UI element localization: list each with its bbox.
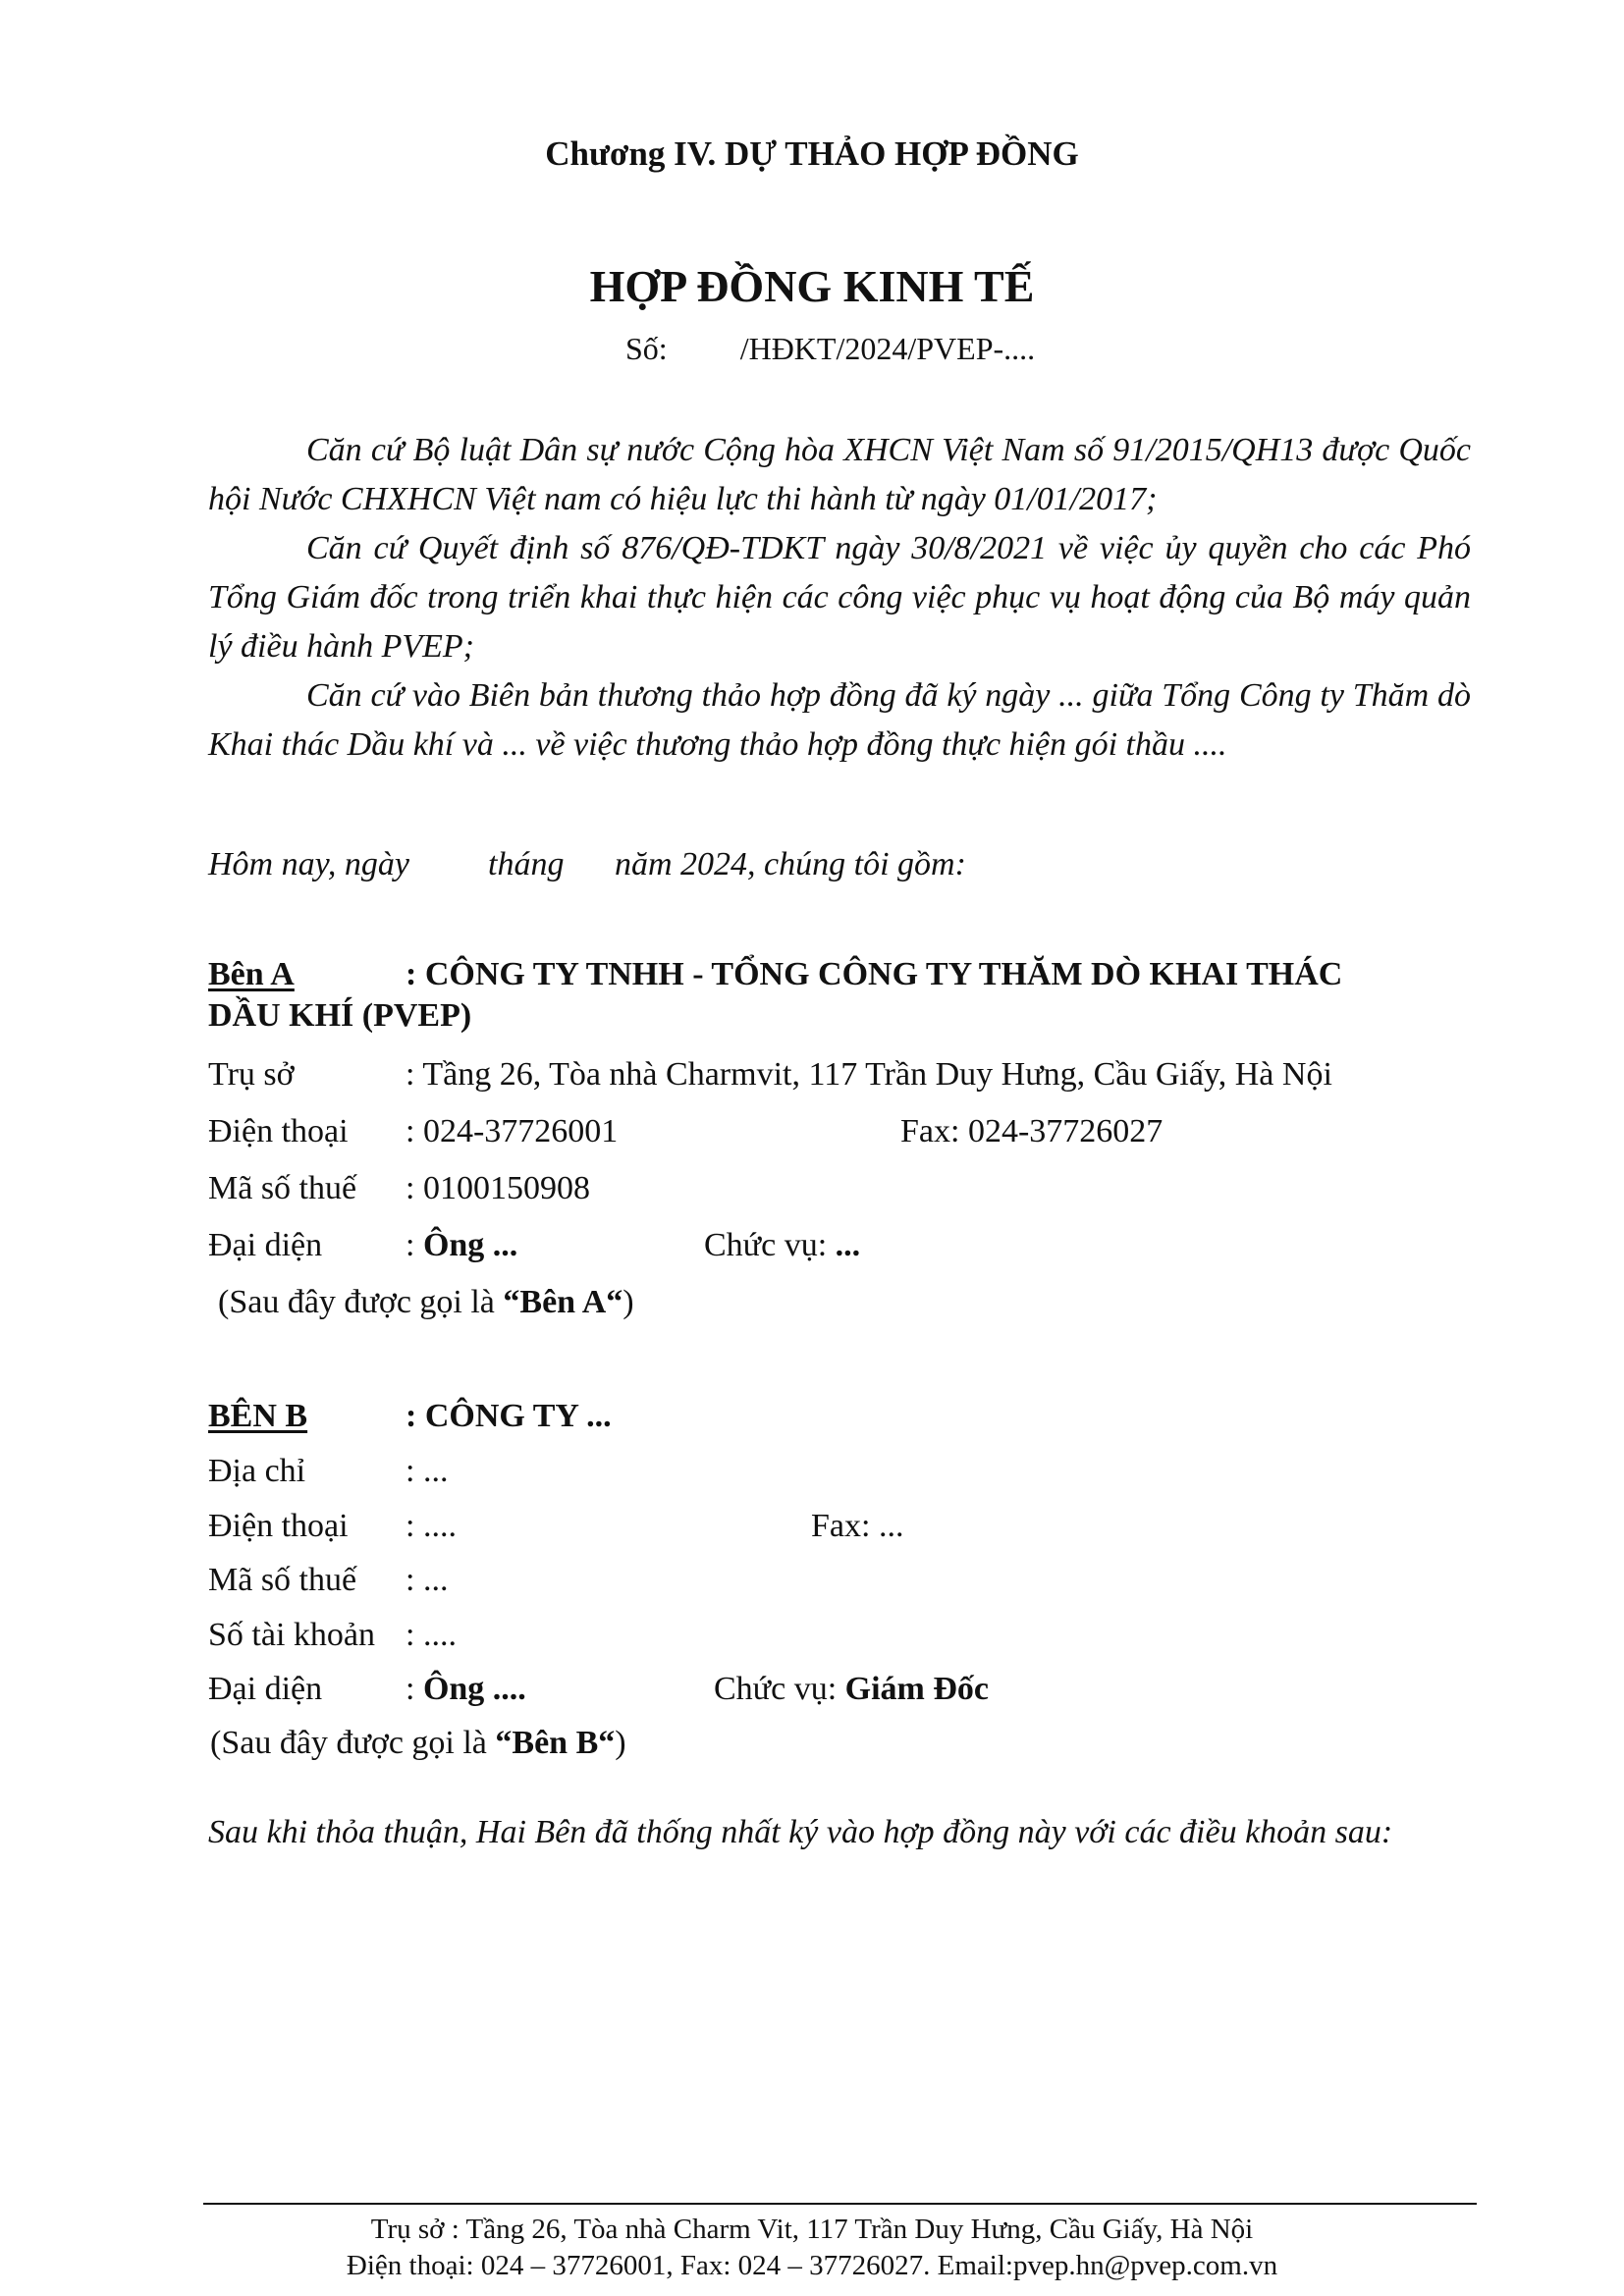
party-b-address-value: : ...: [406, 1453, 449, 1489]
today-line-part2: tháng: [488, 846, 565, 882]
party-a-position: [704, 1227, 860, 1264]
party-a-referred-prefix: (Sau đây được gọi là: [218, 1284, 495, 1320]
party-b-heading: BÊN B: [208, 1398, 308, 1434]
contract-number-label: Số:: [625, 331, 668, 366]
legal-basis: [208, 426, 1471, 770]
party-b-phone-value: : ....: [406, 1508, 457, 1544]
party-a-rep-label: Đại diện: [208, 1227, 323, 1263]
party-b-tax-value: : ...: [406, 1562, 449, 1598]
party-b-rep: [406, 1671, 526, 1708]
contract-number-value: /HĐKT/2024/PVEP-....: [739, 331, 1036, 366]
party-a-rep-value: Ông ...: [422, 1227, 518, 1263]
party-a-position-value: ...: [835, 1227, 861, 1263]
party-b-position-value: Giám Đốc: [844, 1671, 990, 1707]
party-a-tax-value: : 0100150908: [406, 1170, 590, 1206]
party-b-name-line1: : CÔNG TY ...: [406, 1398, 612, 1434]
today-line-part1: Hôm nay, ngày: [208, 846, 409, 882]
party-a-position-label: Chức vụ:: [704, 1227, 828, 1263]
party-b-position-label: Chức vụ:: [714, 1671, 838, 1707]
footer-divider: [203, 2203, 1477, 2205]
legal-basis-item: Căn cứ vào Biên bản thương thảo hợp đồng đã ký ngày ... giữa Tổng Công ty Thăm dò Khai thác Dầu khí và ... về việc thương thảo hợp đồng thực hiện gói thầu ....: [208, 677, 1471, 763]
party-a-tax-label: Mã số thuế: [208, 1170, 357, 1206]
footer-address: Trụ sở : Tầng 26, Tòa nhà Charm Vit, 117 Trần Duy Hưng, Cầu Giấy, Hà Nội: [370, 2214, 1254, 2245]
party-a-name-line1: : CÔNG TY TNHH - TỔNG CÔNG TY THĂM DÒ KHAI THÁC: [406, 956, 1343, 992]
party-b-position: [714, 1671, 989, 1708]
party-a-referred-suffix: ): [623, 1284, 634, 1320]
party-b-referred: [210, 1725, 626, 1762]
chapter-title: Chương IV. DỰ THẢO HỢP ĐỒNG: [545, 134, 1079, 173]
footer-contact: Điện thoại: 024 – 37726001, Fax: 024 – 37726027. Email:pvep.hn@pvep.com.vn: [346, 2250, 1278, 2281]
party-b-referred-suffix: ): [615, 1725, 626, 1761]
closing-text: Sau khi thỏa thuận, Hai Bên đã thống nhất ký vào hợp đồng này với các điều khoản sau:: [208, 1814, 1393, 1850]
party-a-phone-value: : 024-37726001: [406, 1113, 619, 1149]
party-b-phone-label: Điện thoại: [208, 1508, 349, 1544]
party-a-rep: [406, 1227, 517, 1264]
party-b-rep-value: Ông ....: [422, 1671, 526, 1707]
today-line-part3: năm 2024, chúng tôi gồm:: [615, 846, 966, 882]
party-b-address-label: Địa chỉ: [208, 1453, 306, 1489]
party-b-account-label: Số tài khoản: [208, 1617, 375, 1653]
party-b-rep-colon: :: [406, 1671, 415, 1707]
party-a-rep-colon: :: [406, 1227, 415, 1263]
party-a-address-value: : Tầng 26, Tòa nhà Charmvit, 117 Trần Duy Hưng, Cầu Giấy, Hà Nội: [406, 1056, 1332, 1093]
party-a-fax: Fax: 024-37726027: [900, 1113, 1164, 1149]
party-a-referred: [218, 1284, 634, 1321]
contract-title: HỢP ĐỒNG KINH TẾ: [589, 261, 1035, 311]
party-a-referred-name: “Bên A“: [503, 1284, 623, 1320]
party-a-name-line2: DẦU KHÍ (PVEP): [208, 997, 472, 1034]
party-b-referred-name: “Bên B“: [495, 1725, 616, 1761]
party-a-phone-label: Điện thoại: [208, 1113, 349, 1149]
legal-basis-item: Căn cứ Quyết định số 876/QĐ-TDKT ngày 30/8/2021 về việc ủy quyền cho các Phó Tổng Giám đốc trong triển khai thực hiện các công việc phục vụ hoạt động của Bộ máy quản lý điều hành PVEP;: [208, 530, 1471, 665]
contract-number: [625, 331, 1035, 367]
legal-basis-item: Căn cứ Bộ luật Dân sự nước Cộng hòa XHCN Việt Nam số 91/2015/QH13 được Quốc hội Nước CHXHCN Việt nam có hiệu lực thi hành từ ngày 01/01/2017;: [208, 432, 1471, 517]
party-b-account-value: : ....: [406, 1617, 457, 1653]
party-b-fax: Fax: ...: [811, 1508, 904, 1544]
party-b-referred-prefix: (Sau đây được gọi là: [210, 1725, 487, 1761]
party-a-heading: Bên A: [208, 956, 295, 992]
party-a-address-label: Trụ sở: [208, 1056, 295, 1093]
party-b-tax-label: Mã số thuế: [208, 1562, 357, 1598]
party-b-rep-label: Đại diện: [208, 1671, 323, 1707]
